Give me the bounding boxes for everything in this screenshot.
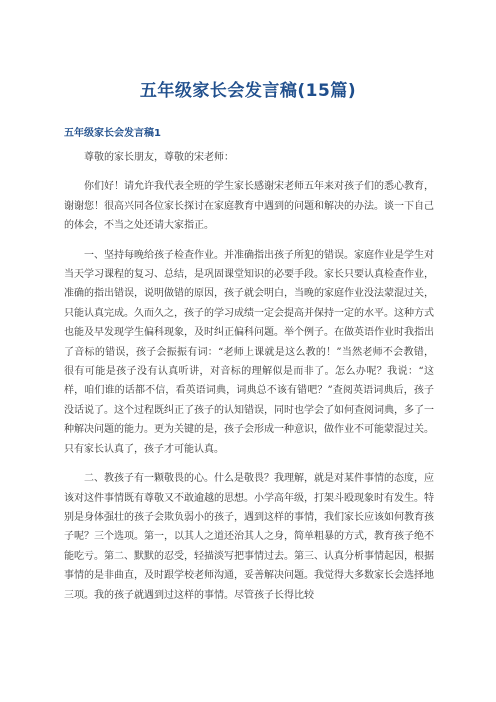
- paragraph-salutation: 尊敬的家长朋友，尊敬的宋老师：: [84, 152, 234, 163]
- paragraph-point-one: 一、坚持每晚给孩子检查作业。并准确指出孩子所犯的错误。家庭作业是学生对当天学习课程的复习、总结，是巩固课堂知识的必要手段。家长只要认真检查作业，准确的指出错误，说明做错的原因，孩子就会明白，当晚的家庭作业没法蒙混过关，只能认真完成。久而久之，孩子的学习成绩一定会提高并保持一定的水平。这种方式也能及早发现学生偏科现象，及时纠正偏科问题。举个例子。在做英语作业时我指出了音标的错误，孩子会振振有词：“老师上课就是这么教的！”当然老师不会教错，很有可能是孩子没有认真听讲，对音标的理解似是而非了。怎么办呢？我说：“这样，咱们谁的话都不信，看英语词典，词典总不该有错吧？”查阅英语词典后，孩子没话说了。这个过程既纠正了孩子的认知错误，同时也学会了如何查阅词典，多了一种解决问题的能力。更为关键的是，孩子会形成一种意识，做作业不可能蒙混过关。只有家长认真了，孩子才可能认真。: [64, 249, 434, 455]
- section-heading: 五年级家长会发言稿1: [64, 128, 161, 139]
- paragraph-greeting: 你们好！请允许我代表全班的学生家长感谢宋老师五年来对孩子们的悉心教育，谢谢您！很高兴同各位家长探讨在家庭教育中遇到的问题和解决的办法。谈一下自己的体会，不当之处还请大家指正。: [64, 181, 434, 232]
- document-body: [64, 148, 434, 615]
- paragraph-point-two: 二、教孩子有一颗敬畏的心。什么是敬畏？我理解，就是对某件事情的态度，应该对这件事情既有尊敬又不敢逾越的思想。小学高年级，打架斗殴现象时有发生。特别是身体强壮的孩子会欺负弱小的孩子，遇到这样的事情，我们家长应该如何教育孩子呢？三个选项。第一，以其人之道还治其人之身，简单粗暴的方式，教育孩子绝不能吃亏。第二、默默的忍受，轻描淡写把事情过去。第三、认真分析事情起因，根据事情的是非曲直，及时跟学校老师沟通，妥善解决问题。我觉得大多数家长会选择地三项。我的孩子就遇到过这样的事情。尽管孩子长得比较: [64, 473, 434, 601]
- document-title: 五年级家长会发言稿(15篇): [139, 81, 357, 101]
